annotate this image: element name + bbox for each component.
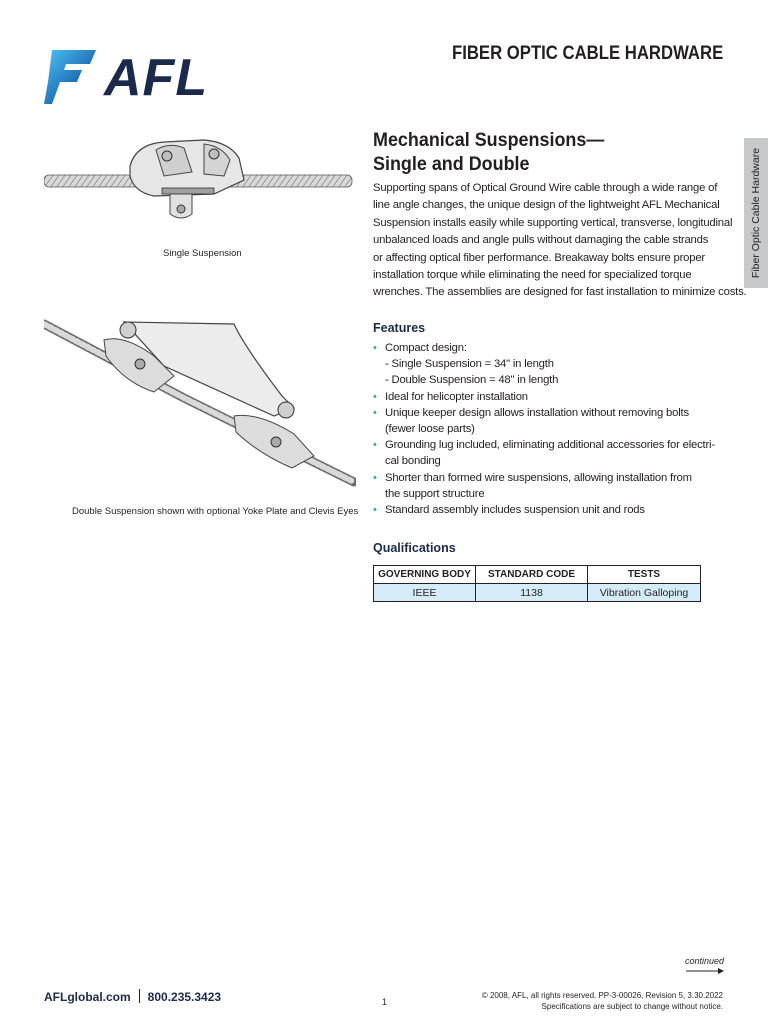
footer-legal [482, 990, 723, 1012]
bullet-icon: • [373, 342, 377, 354]
bullet-icon: • [373, 406, 377, 419]
intro-line: wrenches. The assemblies are designed for fast installation to minimize costs. [373, 286, 747, 299]
page-header-title: FIBER OPTIC CABLE HARDWARE [451, 43, 723, 64]
list-item [373, 405, 753, 437]
feature-text: cal bonding [385, 455, 441, 468]
feature-text: Unique keeper design allows installation without removing bolts [385, 406, 689, 419]
bullet-icon: • [373, 390, 377, 403]
product-title-line-1: Mechanical Suspensions— [373, 129, 605, 151]
page-number: 1 [382, 997, 388, 1007]
table-cell: 1138 [476, 584, 588, 602]
intro-line: unbalanced loads and angle pulls without damaging the cable strands [373, 234, 709, 247]
table-header-row [374, 566, 701, 584]
list-item [373, 470, 753, 502]
website-link[interactable]: AFLglobal.com [44, 990, 131, 1004]
feature-text: Shorter than formed wire suspensions, allowing installation from [385, 471, 692, 484]
intro-line: Supporting spans of Optical Ground Wire cable through a wide range of [373, 182, 718, 194]
table-cell: IEEE [374, 584, 476, 602]
feature-text: Compact design: [385, 342, 467, 354]
feature-text: the support structure [385, 487, 485, 500]
intro-line: Suspension installs easily while supporting vertical, transverse, longitudinal [373, 216, 733, 229]
list-item [373, 502, 753, 518]
table-cell: Vibration Galloping [588, 584, 701, 602]
intro-paragraph [373, 180, 763, 302]
list-item [373, 389, 753, 405]
feature-text: Grounding lug included, eliminating additional accessories for electri- [385, 439, 715, 452]
feature-text: - Double Suspension = 48" in length [385, 374, 559, 387]
product-title [373, 128, 604, 176]
list-item [373, 437, 753, 469]
bullet-icon: • [373, 471, 377, 484]
phone-number: 800.235.3423 [147, 990, 222, 1004]
features-heading: Features [373, 321, 426, 335]
double-suspension-caption: Double Suspension shown with optional Yoke Plate and Clevis Eyes [72, 506, 359, 517]
product-title-line-2: Single and Double [373, 153, 530, 175]
bullet-icon: • [373, 439, 377, 452]
double-suspension-image [44, 316, 356, 490]
qualifications-table [373, 565, 701, 602]
footer-contact [44, 989, 221, 1004]
single-suspension-caption: Single Suspension [163, 248, 242, 259]
features-list [373, 340, 753, 518]
side-tab-label: Fiber Optic Cable Hardware [750, 147, 762, 279]
qualifications-heading: Qualifications [373, 541, 456, 555]
continued-label: continued [685, 956, 725, 966]
arrow-right-icon [686, 967, 724, 975]
single-suspension-image [44, 136, 354, 232]
notice-text: Specifications are subject to change without notice. [541, 1002, 723, 1011]
copyright-text: © 2008, AFL, all rights reserved. PP-3-00026, Revision 5, 3.30.2022 [481, 991, 723, 1000]
feature-text: Standard assembly includes suspension unit and rods [385, 504, 645, 517]
table-row [374, 584, 701, 602]
column-header: STANDARD CODE [476, 566, 588, 584]
intro-line: installation torque while eliminating the need for specialized torque [373, 269, 692, 282]
intro-line: or affecting optical fiber performance. Breakaway bolts ensure proper [373, 251, 705, 264]
feature-text: - Single Suspension = 34" in length [385, 358, 554, 371]
column-header: GOVERNING BODY [374, 566, 476, 584]
divider [139, 989, 140, 1003]
logo-wordmark: AFL [104, 49, 209, 107]
bullet-icon: • [373, 504, 377, 517]
column-header: TESTS [588, 566, 701, 584]
intro-line: line angle changes, the unique design of the lightweight AFL Mechanical [373, 199, 720, 212]
feature-text: Ideal for helicopter installation [385, 390, 528, 403]
list-item [373, 340, 753, 389]
feature-text: (fewer loose parts) [385, 423, 475, 436]
